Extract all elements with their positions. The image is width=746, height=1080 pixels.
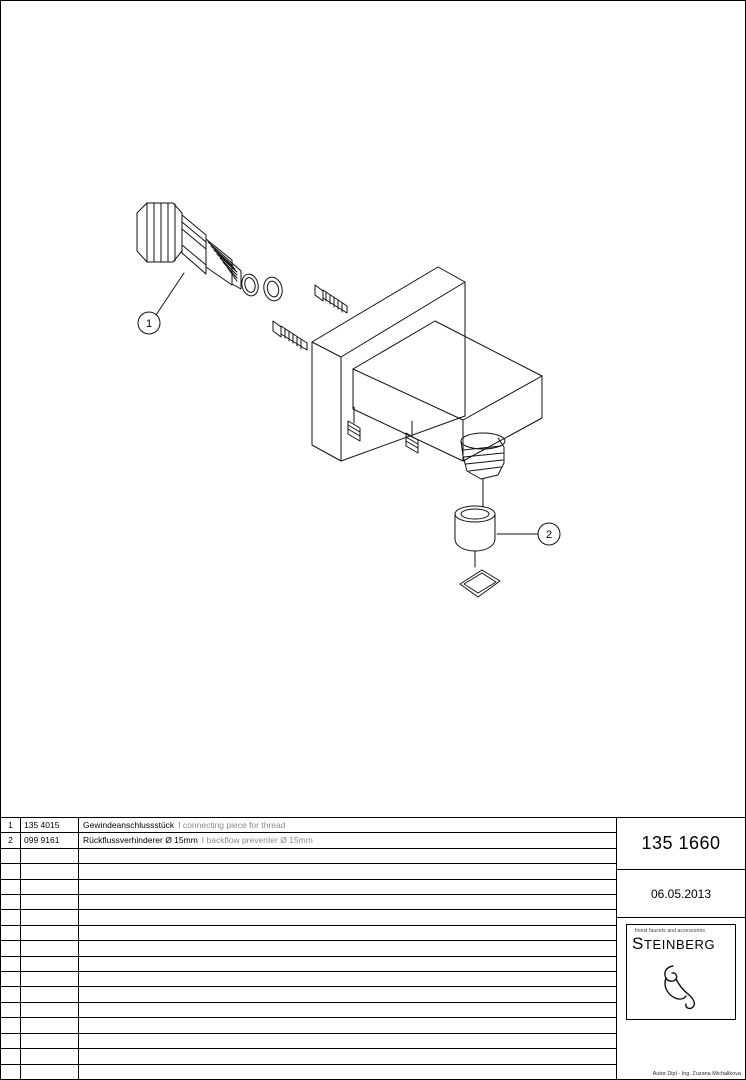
bom-description bbox=[79, 987, 616, 1001]
title-block bbox=[617, 818, 745, 1079]
bom-article bbox=[21, 880, 79, 894]
table-row bbox=[1, 941, 616, 956]
exploded-assembly-drawing bbox=[1, 1, 745, 817]
brand-name-initial: S bbox=[632, 934, 644, 953]
bill-of-materials bbox=[1, 817, 745, 1079]
bom-description bbox=[79, 1034, 616, 1048]
bom-description-en: I backflow preventer Ø 15mm bbox=[201, 835, 313, 846]
bom-description bbox=[79, 957, 616, 971]
table-row bbox=[1, 1003, 616, 1018]
bom-pos bbox=[1, 1003, 21, 1017]
part-outlet-nipple bbox=[461, 433, 505, 479]
swan-logo-icon bbox=[653, 954, 709, 1017]
bom-article bbox=[21, 926, 79, 940]
bom-description bbox=[79, 1049, 616, 1063]
bom-description bbox=[79, 926, 616, 940]
bom-article bbox=[21, 910, 79, 924]
brand-tagline: finest faucets and accessories bbox=[635, 928, 705, 934]
bom-article bbox=[21, 1018, 79, 1032]
bom-pos bbox=[1, 926, 21, 940]
drawing-date: 06.05.2013 bbox=[617, 870, 745, 918]
bom-description bbox=[79, 818, 616, 832]
bom-article bbox=[21, 972, 79, 986]
brand-logo bbox=[626, 924, 736, 1020]
callout-1 bbox=[138, 273, 184, 334]
bom-description bbox=[79, 1018, 616, 1032]
bom-pos bbox=[1, 941, 21, 955]
bom-pos bbox=[1, 1018, 21, 1032]
table-row bbox=[1, 833, 616, 848]
part-washers bbox=[240, 272, 285, 302]
bom-article bbox=[21, 849, 79, 863]
bom-pos bbox=[1, 1049, 21, 1063]
callout-2-label: 2 bbox=[545, 529, 553, 541]
bom-pos bbox=[1, 910, 21, 924]
bom-pos bbox=[1, 880, 21, 894]
bom-pos bbox=[1, 972, 21, 986]
product-code: 135 1660 bbox=[617, 818, 745, 870]
table-row bbox=[1, 957, 616, 972]
table-row bbox=[1, 987, 616, 1002]
bom-article bbox=[21, 1065, 79, 1079]
table-row bbox=[1, 1034, 616, 1049]
assembly-axis-lines bbox=[475, 479, 483, 567]
part-backflow-preventer bbox=[455, 506, 495, 551]
table-row bbox=[1, 1018, 616, 1033]
bom-article bbox=[21, 1034, 79, 1048]
part-wall-plate bbox=[312, 267, 465, 461]
bom-description-de: Rückflussverhinderer Ø 15mm bbox=[83, 835, 198, 846]
bom-article: 135 4015 bbox=[21, 818, 79, 832]
table-row bbox=[1, 910, 616, 925]
callout-1-label: 1 bbox=[145, 318, 153, 330]
table-row bbox=[1, 849, 616, 864]
table-row bbox=[1, 895, 616, 910]
bom-pos bbox=[1, 987, 21, 1001]
part-threaded-connector bbox=[137, 203, 241, 289]
bom-description bbox=[79, 849, 616, 863]
bom-description bbox=[79, 895, 616, 909]
bom-description bbox=[79, 972, 616, 986]
bom-description bbox=[79, 910, 616, 924]
author-credit: Autor Dipl - Ing. Zuzana Michalikova bbox=[652, 1071, 741, 1077]
bom-description bbox=[79, 1003, 616, 1017]
bom-article bbox=[21, 987, 79, 1001]
bom-pos: 2 bbox=[1, 833, 21, 847]
bom-description bbox=[79, 833, 616, 847]
table-row bbox=[1, 1049, 616, 1064]
brand-block bbox=[617, 918, 745, 1079]
bom-description-en: I connecting piece for thread bbox=[178, 819, 286, 830]
bom-pos bbox=[1, 957, 21, 971]
bom-article bbox=[21, 941, 79, 955]
bom-article bbox=[21, 864, 79, 878]
bom-pos bbox=[1, 1034, 21, 1048]
table-row bbox=[1, 972, 616, 987]
bom-pos bbox=[1, 849, 21, 863]
bom-description bbox=[79, 1065, 616, 1079]
bom-description bbox=[79, 941, 616, 955]
part-body-block bbox=[353, 321, 542, 461]
brand-name-rest: TEINBERG bbox=[643, 937, 716, 952]
bom-table bbox=[1, 818, 617, 1079]
bom-pos bbox=[1, 864, 21, 878]
bom-article bbox=[21, 957, 79, 971]
bom-article bbox=[21, 1049, 79, 1063]
bom-description bbox=[79, 880, 616, 894]
table-row bbox=[1, 1065, 616, 1079]
table-row bbox=[1, 818, 616, 833]
part-screws bbox=[273, 285, 347, 350]
bom-article bbox=[21, 1003, 79, 1017]
bom-article bbox=[21, 895, 79, 909]
table-row bbox=[1, 880, 616, 895]
bom-description bbox=[79, 864, 616, 878]
brand-name bbox=[631, 935, 715, 952]
bom-article: 099 9161 bbox=[21, 833, 79, 847]
part-gasket bbox=[460, 570, 500, 597]
table-row bbox=[1, 864, 616, 879]
bom-description-de: Gewindeanschlussstück bbox=[83, 819, 175, 830]
bom-pos bbox=[1, 895, 21, 909]
table-row bbox=[1, 926, 616, 941]
bom-pos: 1 bbox=[1, 818, 21, 832]
bom-pos bbox=[1, 1065, 21, 1079]
